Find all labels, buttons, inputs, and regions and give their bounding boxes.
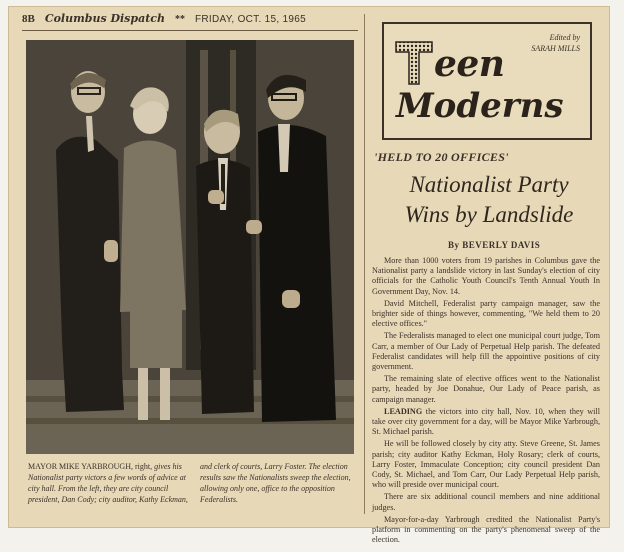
column-logo <box>382 22 592 140</box>
photo-caption-left <box>28 461 188 505</box>
edition-stars: ** <box>174 14 185 25</box>
caption-text: gives his Nationalist party victors a few words of advice at city hall. From the left, they are city council president, Dan Cody; city auditor, Kathy Eckman, <box>28 462 188 504</box>
photo-illustration <box>26 40 354 454</box>
byline: By BEVERLY DAVIS <box>448 240 541 250</box>
paragraph <box>372 407 600 438</box>
logo-teen <box>394 40 504 86</box>
editor-name: SARAH MILLS <box>531 44 580 53</box>
paragraph: There are six additional council members and nine additional judges. <box>372 492 600 512</box>
dotted-t-letter <box>394 40 434 86</box>
column-rule <box>364 14 365 514</box>
photo-caption-right: and clerk of courts, Larry Foster. The election results saw the Nationalists sweep the election, allowing only one, office to the opposition Federalists. <box>200 462 351 504</box>
paragraph: Mayor-for-a-day Yarbrough credited the Nationalist Party's platform in commenting on the party's phenomenal sweep of the election. <box>372 514 600 545</box>
paragraph: He will be followed closely by city atty. Steve Greene, St. James parish; city auditor Kathy Eckman, Holy Rosary; clerk of courts, Larry Foster, Immaculate Conception; city council president Dan Cody, St. Michael, and Tom Carr, Our Lady Perpetual Help parish, who will preside over municipal court. <box>372 439 600 490</box>
lead-word: LEADING <box>384 406 423 416</box>
edited-by-label: Edited by <box>549 33 580 42</box>
paragraph: The remaining slate of elective offices went to the Nationalist party, headed by Joe Donahue, Our Lady of Peace parish, as campaign manager. <box>372 374 600 404</box>
paper-name: Columbus Dispatch <box>44 12 165 25</box>
issue-date: FRIDAY, OCT. 15, 1965 <box>194 14 306 25</box>
headline-line-1: Nationalist Party <box>409 172 569 197</box>
logo-teen-text: een <box>434 43 505 85</box>
headline <box>384 170 594 230</box>
kicker: 'HELD TO 20 OFFICES' <box>374 150 509 164</box>
page-number: 8B <box>22 13 35 25</box>
article-body <box>372 256 600 547</box>
caption-lead: MAYOR MIKE YARBROUGH, right, <box>28 462 153 471</box>
logo-moderns: Moderns <box>396 86 564 126</box>
edited-by <box>496 32 580 54</box>
news-photo <box>26 40 354 454</box>
paragraph: More than 1000 voters from 19 parishes in Columbus gave the Nationalist party a landslide victory in last Sunday's election of city officials for the Catholic Youth Council's Tenth Annual Youth In Government Day, Nov. 14. <box>372 256 600 296</box>
paragraph: The Federalists managed to elect one municipal court judge, Tom Carr, a member of Our Lady of Perpetual Help parish. The defeated Federalist candidates will help fill the appointive positions of city government. <box>372 331 600 372</box>
paragraph: David Mitchell, Federalist party campaign manager, saw the brighter side of things however, commenting, "We held them to 20 elective offices." <box>372 298 600 329</box>
paragraph-text: the victors into city hall, Nov. 10, when they will take over city government for a day, will be Mayor Mike Yarbrough, St. Michael parish. <box>372 406 600 437</box>
masthead <box>22 12 358 31</box>
headline-line-2: Wins by Landslide <box>404 202 574 227</box>
